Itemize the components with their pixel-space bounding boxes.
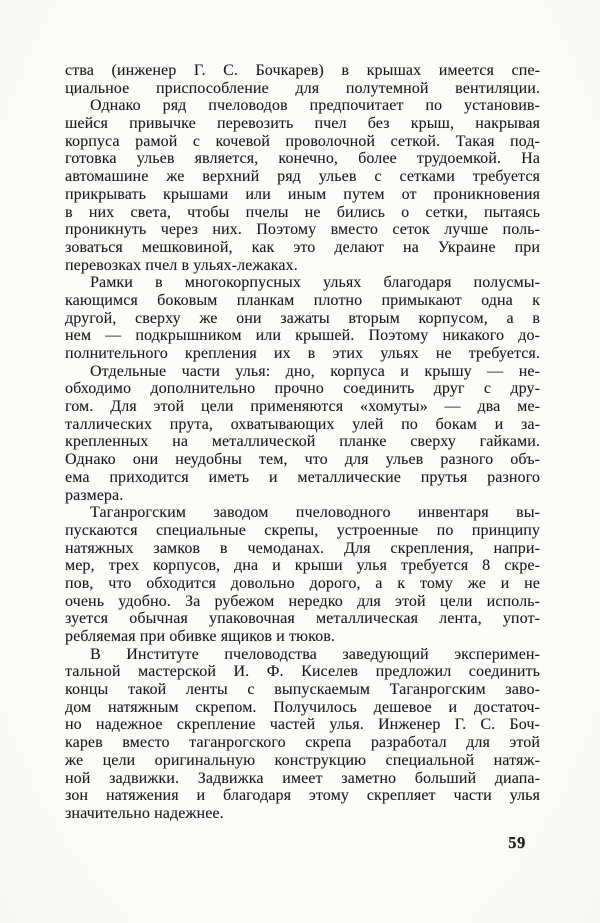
- text-line: готовка ульев является, конечно, более трудоемкой. На: [65, 150, 540, 168]
- text-line: пов, что обходится довольно дорого, а к тому же и не: [65, 574, 540, 592]
- text-line: тальной мастерской И. Ф. Киселев предложил соединить: [65, 663, 540, 681]
- text-line: циальное приспособление для полутемной вентиляции.: [65, 79, 540, 97]
- text-line: ема приходится иметь и металлические прутья разного: [65, 468, 540, 486]
- text-line: Отдельные части улья: дно, корпуса и крышу — не-: [90, 362, 540, 380]
- text-line: концы такой ленты с выпускаемым Таганрогским заво-: [65, 681, 540, 699]
- text-line: другой, сверху же они зажаты вторым корпусом, а в: [65, 309, 540, 327]
- text-line: ребляемая при обивке ящиков и тюков.: [65, 628, 336, 645]
- text-line: очень удобно. За рубежом нередко для этой цели исполь-: [65, 592, 540, 610]
- text-line: зон натяжения и благодаря этому скрепляет части улья: [65, 787, 540, 805]
- text-line: крепленных на металлической планке сверху гайками.: [65, 433, 540, 451]
- text-line: автомашине же верхний ряд ульев с сетками требуется: [65, 168, 540, 186]
- text-line: Однако ряд пчеловодов предпочитает по установив-: [90, 97, 540, 115]
- page-number: 59: [508, 833, 526, 852]
- text-line: карев вместо таганрогского скрепа разработал для этой: [65, 734, 540, 752]
- text-line: перевозках пчел в ульях-лежаках.: [65, 256, 298, 274]
- text-line: проникнуть через них. Поэтому вместо сеток лучше поль-: [65, 221, 540, 239]
- text-line: ной задвижки. Задвижка имеет заметно больший диапа-: [65, 769, 540, 787]
- text-line: Таганрогским заводом пчеловодного инвентаря вы-: [90, 504, 540, 522]
- text-line: Однако они неудобны тем, что для ульев разного объ-: [65, 451, 540, 469]
- text-line: же цели оригинальную конструкцию специальной натяж-: [65, 751, 540, 769]
- text-line: Рамки в многокорпусных ульях благодаря полусмы-: [90, 274, 540, 292]
- text-line: зуется обычная упаковочная металлическая лента, упот-: [65, 610, 540, 628]
- text-line: гом. Для этой цели применяются «хомуты» — два ме-: [65, 398, 540, 416]
- text-line: ства (инженер Г. С. Бочкарев) в крышах имеется спе-: [65, 62, 540, 79]
- text-line: В Институте пчеловодства заведующий эксперимен-: [90, 645, 540, 663]
- text-line: значительно надежнее.: [65, 804, 224, 822]
- text-line: кающимся боковым планкам плотно примыкают одна к: [65, 291, 540, 309]
- text-line: шейся привычке перевозить пчел без крыш, накрывая: [65, 115, 540, 133]
- text-line: но надежное скрепление частей улья. Инженер Г. С. Боч-: [65, 716, 540, 734]
- text-line: размера.: [65, 486, 124, 504]
- text-line: зоваться мешковиной, как это делают на Украине при: [65, 238, 540, 256]
- text-line: натяжных замков в чемоданах. Для скрепления, напри-: [65, 539, 540, 557]
- text-line: мер, трех корпусов, дна и крыши улья требуется 8 скре-: [65, 557, 540, 575]
- text-line: нем — подкрышником или крышей. Поэтому никакого до-: [65, 327, 540, 345]
- text-line: в них света, чтобы пчелы не бились о сетки, пытаясь: [65, 203, 540, 221]
- text-line: обходимо дополнительно прочно соединить друг с дру-: [65, 380, 540, 398]
- text-line: полнительного крепления их в этих ульях не требуется.: [65, 345, 540, 362]
- text-line: таллических прута, охватывающих улей по бокам и за-: [65, 415, 540, 433]
- text-block: [65, 62, 540, 823]
- text-line: корпуса рамой с кочевой проволочной сеткой. Такая под-: [65, 132, 540, 150]
- text-line: дом натяжным скрепом. Получилось дешевое и достаточ-: [65, 698, 540, 716]
- text-line: пускаются специальные скрепы, устроенные по принципу: [65, 521, 540, 539]
- text-line: прикрывать крышами или иным путем от проникновения: [65, 185, 540, 203]
